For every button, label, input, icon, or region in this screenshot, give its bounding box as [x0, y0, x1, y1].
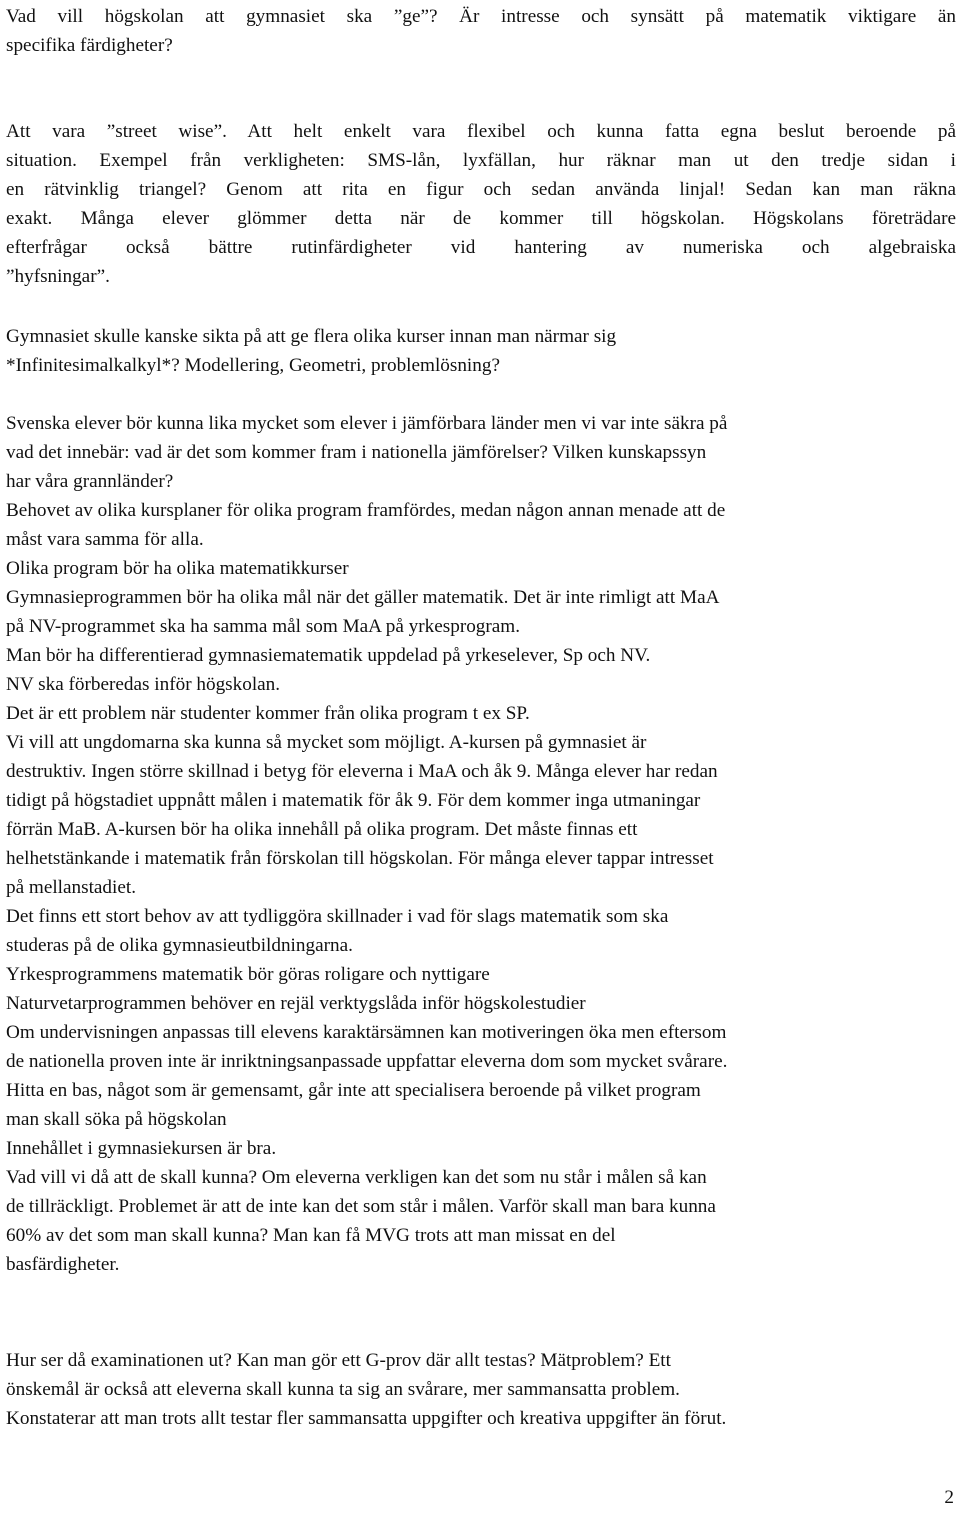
text-line: efterfrågar också bättre rutinfärdigheter vid hantering av numeriska och algebraiska	[6, 237, 956, 258]
text-line: Det finns ett stort behov av att tydliggöra skillnader i vad för slags matematik som ska	[6, 906, 669, 927]
text-line: *Infinitesimalkalkyl*? Modellering, Geometri, problemlösning?	[6, 355, 500, 376]
page-number: 2	[944, 1487, 954, 1508]
text-line: NV ska förberedas inför högskolan.	[6, 674, 281, 695]
text-line: Behovet av olika kursplaner för olika program framfördes, medan någon annan menade att de	[6, 500, 726, 521]
text-line: helhetstänkande i matematik från förskolan till högskolan. För många elever tappar intresset	[6, 848, 714, 869]
text-line: vad det innebär: vad är det som kommer fram i nationella jämförelser? Vilken kunskapssyn	[6, 442, 707, 463]
text-line: destruktiv. Ingen större skillnad i betyg för eleverna i MaA och åk 9. Många elever har redan	[6, 761, 718, 782]
text-line: de tillräckligt. Problemet är att de inte kan det som står i målen. Varför skall man bara kunna	[6, 1196, 716, 1217]
text-line: Gymnasieprogrammen bör ha olika mål när det gäller matematik. Det är inte rimligt att MaA	[6, 587, 720, 608]
text-line: har våra grannländer?	[6, 471, 174, 492]
text-line: på mellanstadiet.	[6, 877, 137, 898]
paragraph	[6, 1076, 956, 1279]
text-line: man skall söka på högskolan	[6, 1109, 227, 1130]
text-line: de nationella proven inte är inriktningsanpassade uppfattar eleverna dom som mycket svårare.	[6, 1051, 728, 1072]
text-line: 60% av det som man skall kunna? Man kan få MVG trots att man missat en del	[6, 1225, 616, 1246]
text-line: önskemål är också att eleverna skall kunna ta sig an svårare, mer sammansatta problem.	[6, 1379, 680, 1400]
text-line: basfärdigheter.	[6, 1254, 120, 1275]
text-line: på NV-programmet ska ha samma mål som MaA på yrkesprogram.	[6, 616, 521, 637]
text-line: Det är ett problem när studenter kommer från olika program t ex SP.	[6, 703, 530, 724]
text-line: Yrkesprogrammens matematik bör göras roligare och nyttigare	[6, 964, 490, 985]
text-line: måst vara samma för alla.	[6, 529, 204, 550]
text-line: situation. Exempel från verkligheten: SMS-lån, lyxfällan, hur räknar man ut den tredje sidan i	[6, 150, 956, 171]
text-line: förrän MaB. A-kursen bör ha olika innehåll på olika program. Det måste finnas ett	[6, 819, 638, 840]
paragraph	[6, 409, 956, 1076]
text-line: Innehållet i gymnasiekursen är bra.	[6, 1138, 277, 1159]
text-line: Vad vill högskolan att gymnasiet ska ”ge”? Är intresse och synsätt på matematik viktigare än	[6, 6, 956, 27]
text-line: Vi vill att ungdomarna ska kunna så mycket som möjligt. A-kursen på gymnasiet är	[6, 732, 647, 753]
text-line: studeras på de olika gymnasieutbildningarna.	[6, 935, 353, 956]
text-line: Konstaterar att man trots allt testar fler sammansatta uppgifter och kreativa uppgifter än förut.	[6, 1408, 727, 1429]
text-line: Hur ser då examinationen ut? Kan man gör ett G-prov där allt testas? Mätproblem? Ett	[6, 1350, 671, 1371]
text-line: Man bör ha differentierad gymnasiematematik uppdelad på yrkeselever, Sp och NV.	[6, 645, 651, 666]
text-line: Att vara ”street wise”. Att helt enkelt vara flexibel och kunna fatta egna beslut beroende på	[6, 121, 956, 142]
text-line: specifika färdigheter?	[6, 35, 173, 56]
text-line: ”hyfsningar”.	[6, 266, 110, 287]
paragraph	[6, 1346, 956, 1433]
text-line: exakt. Många elever glömmer detta när de kommer till högskolan. Högskolans företrädare	[6, 208, 956, 229]
text-line: Olika program bör ha olika matematikkurser	[6, 558, 349, 579]
paragraph	[6, 117, 956, 291]
text-line: Om undervisningen anpassas till elevens karaktärsämnen kan motiveringen öka men eftersom	[6, 1022, 727, 1043]
text-line: Svenska elever bör kunna lika mycket som elever i jämförbara länder men vi var inte säkra på	[6, 413, 728, 434]
text-line: Gymnasiet skulle kanske sikta på att ge flera olika kurser innan man närmar sig	[6, 326, 617, 347]
paragraph	[6, 2, 956, 60]
paragraph	[6, 322, 956, 380]
text-line: Hitta en bas, något som är gemensamt, går inte att specialisera beroende på vilket program	[6, 1080, 701, 1101]
text-line: Naturvetarprogrammen behöver en rejäl verktygslåda inför högskolestudier	[6, 993, 586, 1014]
text-line: en rätvinklig triangel? Genom att rita en figur och sedan använda linjal! Sedan kan man räkna	[6, 179, 956, 200]
text-line: Vad vill vi då att de skall kunna? Om eleverna verkligen kan det som nu står i målen så kan	[6, 1167, 707, 1188]
text-line: tidigt på högstadiet uppnått målen i matematik för åk 9. För dem kommer inga utmaningar	[6, 790, 701, 811]
